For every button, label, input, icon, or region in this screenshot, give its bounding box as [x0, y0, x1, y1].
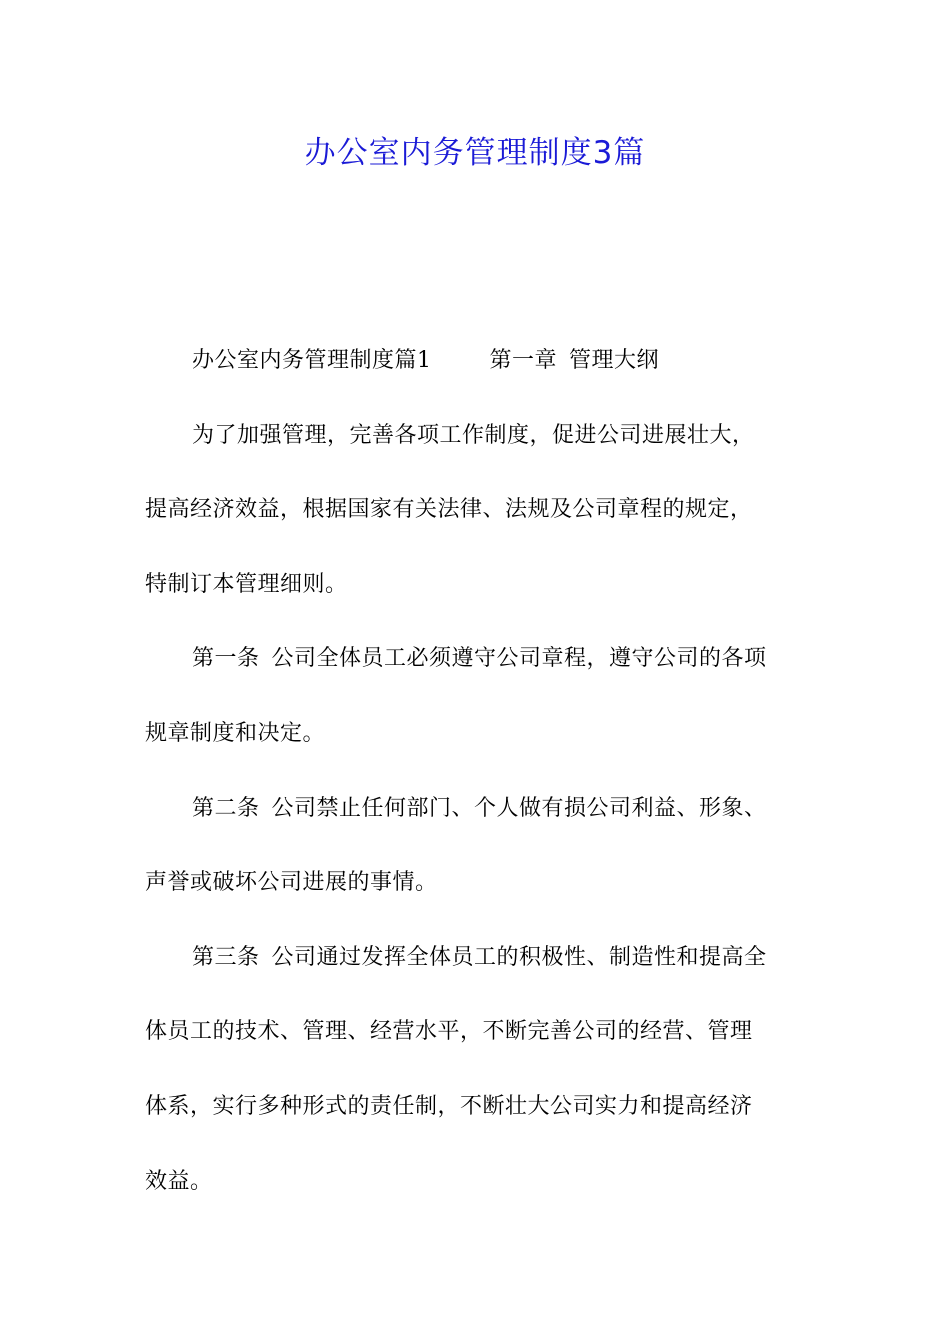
part-title: 办公室内务管理制度篇1: [192, 348, 432, 373]
paragraph-line: 为了加强管理，完善各项工作制度，促进公司进展壮大，: [192, 422, 755, 448]
article-3-label: 第三条: [192, 944, 260, 970]
chapter-title: 管理大纲: [569, 348, 660, 373]
chapter-number: 第一章: [489, 348, 558, 373]
chapter-heading-line: [145, 336, 817, 411]
article-3-line: [145, 933, 817, 1008]
article-1-line: 规章制度和决定。: [145, 720, 326, 746]
article-1-text: 公司全体员工必须遵守公司章程，遵守公司的各项: [271, 646, 767, 672]
article-2-line: 声誉或破坏公司进展的事情。: [145, 870, 438, 896]
article-3-line: 体员工的技术、管理、经营水平，不断完善公司的经营、管理: [145, 1019, 753, 1045]
article-3-line: 效益。: [145, 1168, 213, 1194]
article-2-line: [145, 784, 817, 859]
article-2-text: 公司禁止任何部门、个人做有损公司利益、形象、: [271, 795, 767, 821]
article-2-label: 第二条: [192, 795, 260, 821]
paragraph-line: 特制订本管理细则。: [145, 571, 348, 597]
article-3-text: 公司通过发挥全体员工的积极性、制造性和提高全: [271, 944, 767, 970]
document-title: 办公室内务管理制度3篇: [304, 135, 646, 171]
article-1-label: 第一条: [192, 646, 260, 672]
article-3-line: 体系，实行多种形式的责任制，不断壮大公司实力和提高经济: [145, 1093, 753, 1119]
paragraph-line: 提高经济效益，根据国家有关法律、法规及公司章程的规定，: [145, 497, 753, 523]
article-1-line: [145, 634, 817, 709]
document-body: [145, 336, 817, 1231]
